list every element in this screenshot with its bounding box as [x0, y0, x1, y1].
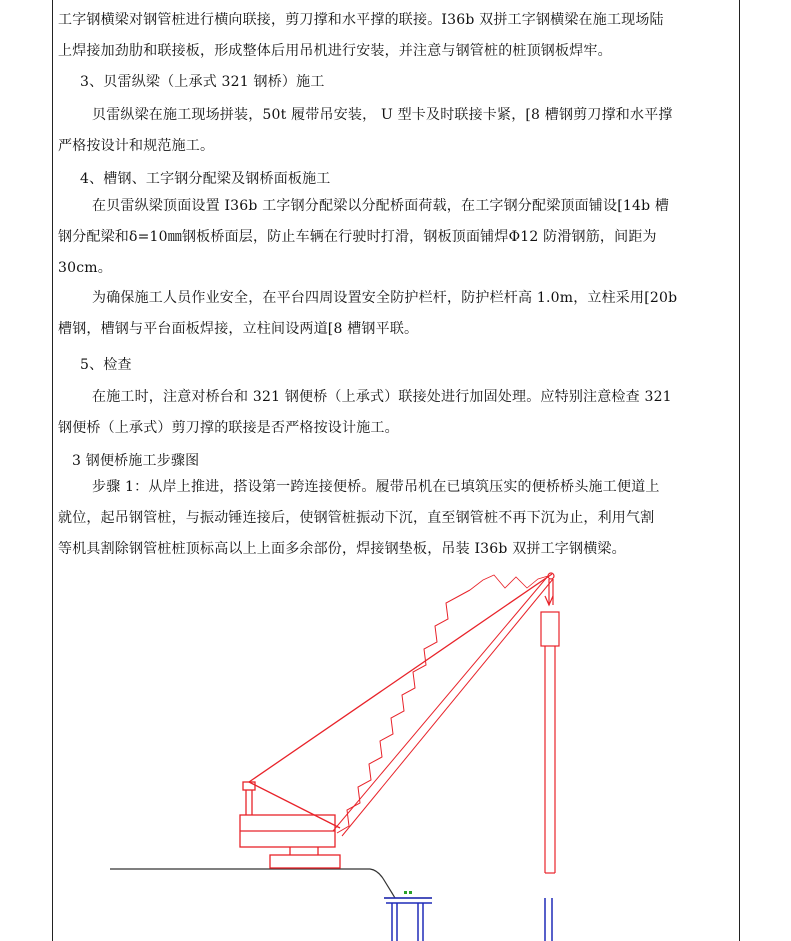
hammer-and-pile [541, 573, 559, 873]
section-heading: 4、槽钢、工字钢分配梁及钢桥面板施工 [80, 171, 331, 187]
crawler-crane [240, 574, 552, 868]
paragraph-line: 为确保施工人员作业安全，在平台四周设置安全防护栏杆，防护栏杆高 1.0m，立柱采用[20b [92, 290, 678, 306]
paragraph-line: 严格按设计和规范施工。 [58, 138, 215, 154]
backstay [249, 782, 340, 828]
paragraph-line: 30cm。 [58, 260, 112, 276]
green-marker [404, 891, 412, 894]
abutment-piles [384, 898, 432, 941]
paragraph-line: 工字钢横梁对钢管桩进行横向联接，剪刀撑和水平撑的联接。I36b 双拼工字钢横梁在施工现场陆 [58, 12, 664, 28]
paragraph-line: 贝雷纵梁在施工现场拼装，50t 履带吊安装， U 型卡及时联接卡紧，[8 槽钢剪刀撑和水平撑 [92, 107, 673, 123]
paragraph-line: 上焊接加劲肋和联接板，形成整体后用吊机进行安装，并注意与钢管桩的桩顶钢板焊牢。 [58, 43, 612, 59]
crane-track [270, 855, 340, 868]
lattice-boom [333, 575, 553, 836]
paragraph-line: 钢分配梁和δ=10㎜钢板桥面层，防止车辆在行驶时打滑，钢板顶面铺焊Φ12 防滑钢筋，间距为 [58, 229, 657, 245]
paragraph-line: 在贝雷纵梁顶面设置 I36b 工字钢分配梁以分配桥面荷载，在工字钢分配梁顶面铺设[14b 槽 [92, 198, 670, 214]
paragraph-line: 步骤 1：从岸上推进，搭设第一跨连接便桥。履带吊机在已填筑压实的便桥桥头施工便道上 [92, 479, 660, 495]
section-heading: 3、贝雷纵梁（上承式 321 钢桥）施工 [80, 74, 325, 90]
section-heading: 5、检查 [80, 357, 132, 373]
ground-profile [110, 869, 432, 898]
crawler-crane-pile-driving-diagram [53, 560, 739, 941]
paragraph-line: 等机具割除钢管桩桩顶标高以上上面多余部份，焊接钢垫板，吊装 I36b 双拼工字钢横梁。 [58, 541, 626, 557]
paragraph-line: 在施工时，注意对桥台和 321 钢便桥（上承式）联接处进行加固处理。应特别注意检查 321 [92, 389, 672, 405]
figure-heading: 3 钢便桥施工步骤图 [72, 453, 200, 469]
paragraph-line: 钢便桥（上承式）剪刀撑的联接是否严格按设计施工。 [58, 420, 399, 436]
pile-foot [545, 898, 552, 941]
paragraph-line: 就位，起吊钢管桩，与振动锤连接后，使钢管桩振动下沉，直至钢管桩不再下沉为止，利用气割 [58, 510, 655, 526]
paragraph-line: 槽钢，槽钢与平台面板焊接，立柱间设两道[8 槽钢平联。 [58, 321, 419, 337]
vibratory-hammer [541, 612, 559, 646]
